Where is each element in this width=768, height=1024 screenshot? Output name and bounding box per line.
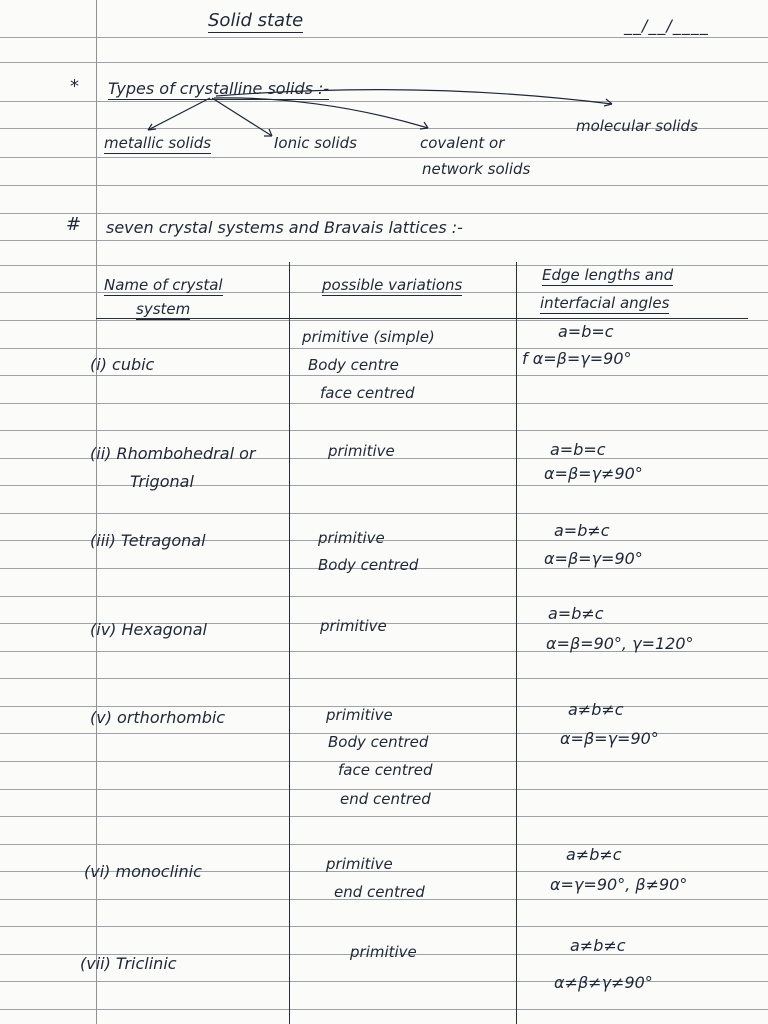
row-rhombohedral-name: (ii) Rhombohedral or xyxy=(90,444,256,463)
row-orthorhombic-edges: a≠b≠c xyxy=(568,700,624,719)
header-possible-variations: possible variations xyxy=(322,276,463,294)
row-tetragonal-variation: primitive xyxy=(318,529,385,547)
item-ionic-solids: Ionic solids xyxy=(274,134,357,152)
header-edge-lengths: Edge lengths and xyxy=(542,266,674,284)
row-tetragonal-angles: α=β=γ=90° xyxy=(544,549,643,568)
row-monoclinic-edges: a≠b≠c xyxy=(566,845,622,864)
ruled-line xyxy=(0,1009,768,1010)
row-tetragonal-variation: Body centred xyxy=(318,556,419,574)
header-crystal-system: Name of crystal xyxy=(104,276,223,294)
ruled-line xyxy=(0,240,768,241)
row-orthorhombic-variation: face centred xyxy=(338,761,433,779)
bullet-star: * xyxy=(70,76,79,97)
page-title: Solid state xyxy=(208,10,304,31)
row-hexagonal-edges: a=b≠c xyxy=(548,604,604,623)
branch-arrows xyxy=(0,0,768,200)
row-hexagonal-angles: α=β=90°, γ=120° xyxy=(546,634,694,653)
ruled-line xyxy=(0,320,768,321)
row-monoclinic-angles: α=γ=90°, β≠90° xyxy=(550,875,688,894)
item-metallic-solids: metallic solids xyxy=(104,134,212,152)
row-orthorhombic-variation: end centred xyxy=(340,790,431,808)
row-rhombohedral-variation: primitive xyxy=(328,442,395,460)
section2-heading: seven crystal systems and Bravais lattices :- xyxy=(106,218,463,237)
row-triclinic-variation: primitive xyxy=(350,943,417,961)
header-crystal-system-2: system xyxy=(136,300,191,318)
row-orthorhombic-variation: Body centred xyxy=(328,733,429,751)
row-monoclinic-name: (vi) monoclinic xyxy=(84,862,202,881)
ruled-line xyxy=(0,513,768,514)
table-column-divider xyxy=(516,262,517,1024)
table-column-divider xyxy=(289,262,290,1024)
row-rhombohedral-name-2: Trigonal xyxy=(130,472,194,491)
item-covalent: covalent or xyxy=(420,134,505,152)
row-orthorhombic-angles: α=β=γ=90° xyxy=(560,729,659,748)
row-cubic-variation: primitive (simple) xyxy=(302,328,435,346)
ruled-line xyxy=(0,213,768,214)
row-cubic-variation: face centred xyxy=(320,384,415,402)
ruled-line xyxy=(0,926,768,927)
row-hexagonal-variation: primitive xyxy=(320,617,387,635)
ruled-line xyxy=(0,844,768,845)
section1-heading: Types of crystalline solids :- xyxy=(108,79,330,98)
ruled-line xyxy=(0,596,768,597)
row-rhombohedral-angles: α=β=γ≠90° xyxy=(544,464,643,483)
row-rhombohedral-edges: a=b=c xyxy=(550,440,606,459)
table-header-divider xyxy=(96,318,748,319)
date-field: __/__/____ xyxy=(624,16,709,35)
row-cubic-edges: a=b=c xyxy=(558,322,614,341)
row-triclinic-edges: a≠b≠c xyxy=(570,936,626,955)
row-orthorhombic-variation: primitive xyxy=(326,706,393,724)
bullet-hash: # xyxy=(66,214,82,235)
row-cubic-name: (i) cubic xyxy=(90,355,155,374)
item-network-solids: network solids xyxy=(422,160,531,178)
ruled-line xyxy=(0,375,768,376)
row-monoclinic-variation: end centred xyxy=(334,883,425,901)
ruled-line xyxy=(0,348,768,349)
ruled-line xyxy=(0,816,768,817)
row-orthorhombic-name: (v) orthorhombic xyxy=(90,708,226,727)
row-cubic-variation: Body centre xyxy=(308,356,399,374)
row-monoclinic-variation: primitive xyxy=(326,855,393,873)
row-tetragonal-edges: a=b≠c xyxy=(554,521,610,540)
ruled-line xyxy=(0,678,768,679)
row-cubic-angles: f α=β=γ=90° xyxy=(522,349,632,368)
row-triclinic-angles: α≠β≠γ≠90° xyxy=(554,973,653,992)
ruled-line xyxy=(0,485,768,486)
ruled-line xyxy=(0,430,768,431)
item-molecular-solids: molecular solids xyxy=(576,117,698,135)
ruled-line xyxy=(0,403,768,404)
row-hexagonal-name: (iv) Hexagonal xyxy=(90,620,207,639)
row-tetragonal-name: (iii) Tetragonal xyxy=(90,531,206,550)
header-interfacial-angles: interfacial angles xyxy=(540,294,670,312)
row-triclinic-name: (vii) Triclinic xyxy=(80,954,177,973)
